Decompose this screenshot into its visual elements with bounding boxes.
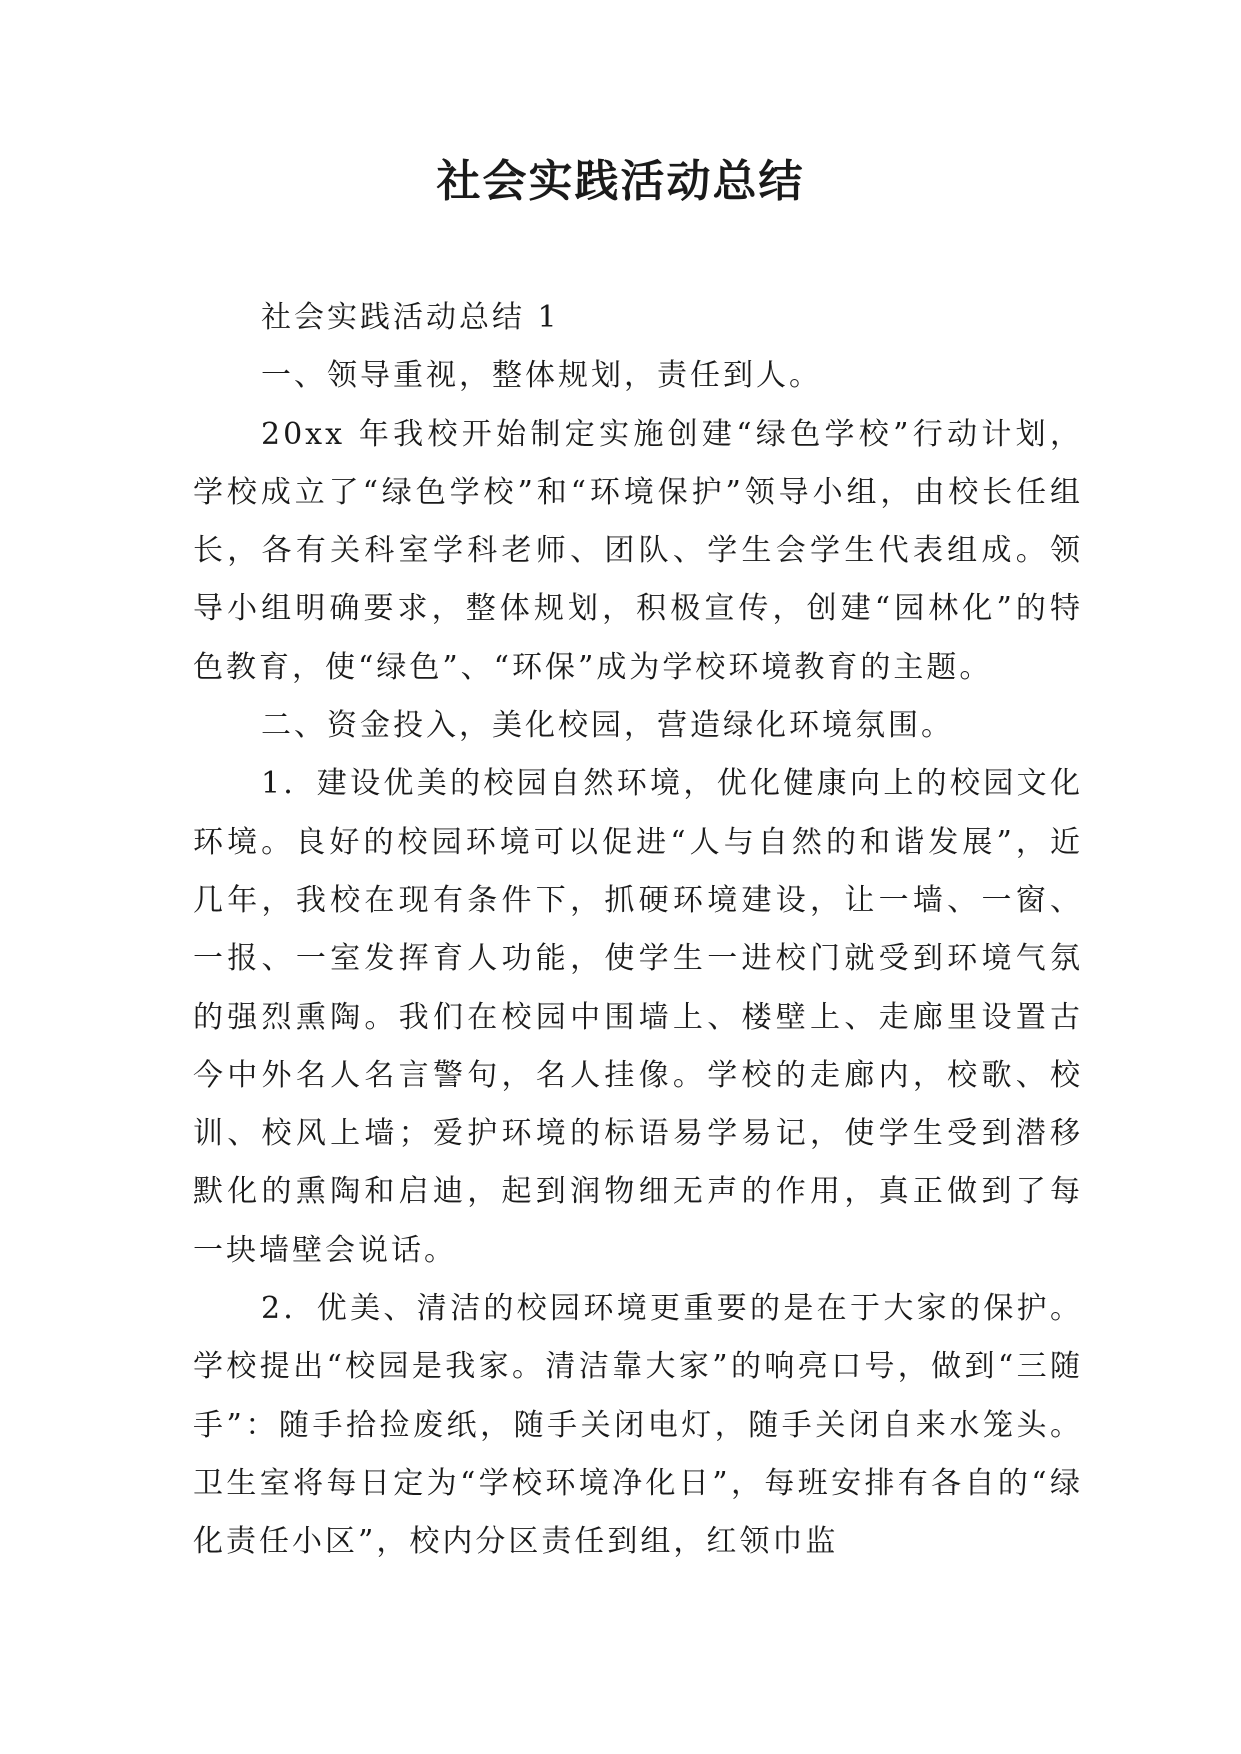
paragraph-heading-1: 一、领导重视，整体规划，责任到人。 xyxy=(261,358,822,394)
paragraph-body-2: 1．建设优美的校园自然环境，优化健康向上的校园文化环境。良好的校园环境可以促进“人与自然的和谐发展”，近几年，我校在现有条件下，抓硬环境建设，让一墙、一窗、一报、一室发挥育人功能，使学生一进校门就受到环境气氛的强烈熏陶。我们在校园中围墙上、楼壁上、走廊里设置古今中外名人名言警句，名人挂像。学校的走廊内，校歌、校训、校风上墙；爱护环境的标语易学易记，使学生受到潜移默化的熏陶和启迪，起到润物细无声的作用，真正做到了每一块墙壁会说话。 xyxy=(193,766,1083,1268)
paragraph-section-heading: 社会实践活动总结 1 xyxy=(261,300,560,335)
paragraph-body-1: 20xx 年我校开始制定实施创建“绿色学校”行动计划，学校成立了“绿色学校”和“环境保护”领导小组，由校长任组长，各有关科室学科老师、团队、学生会学生代表组成。领导小组明确要求，整体规划，积极宣传，创建“园林化”的特色教育，使“绿色”、“环保”成为学校环境教育的主题。 xyxy=(193,416,1083,685)
document-title: 社会实践活动总结 xyxy=(436,156,805,207)
document-body xyxy=(193,289,1083,1572)
paragraph-body-3: 2．优美、清洁的校园环境更重要的是在于大家的保护。学校提出“校园是我家。清洁靠大家”的响亮口号，做到“三随手”：随手拾捡废纸，随手关闭电灯，随手关闭自来水笼头。卫生室将每日定为“学校环境净化日”，每班安排有各自的“绿化责任小区”，校内分区责任到组，红领巾监 xyxy=(193,1291,1083,1560)
paragraph-heading-2: 二、资金投入，美化校园，营造绿化环境氛围。 xyxy=(261,708,954,744)
